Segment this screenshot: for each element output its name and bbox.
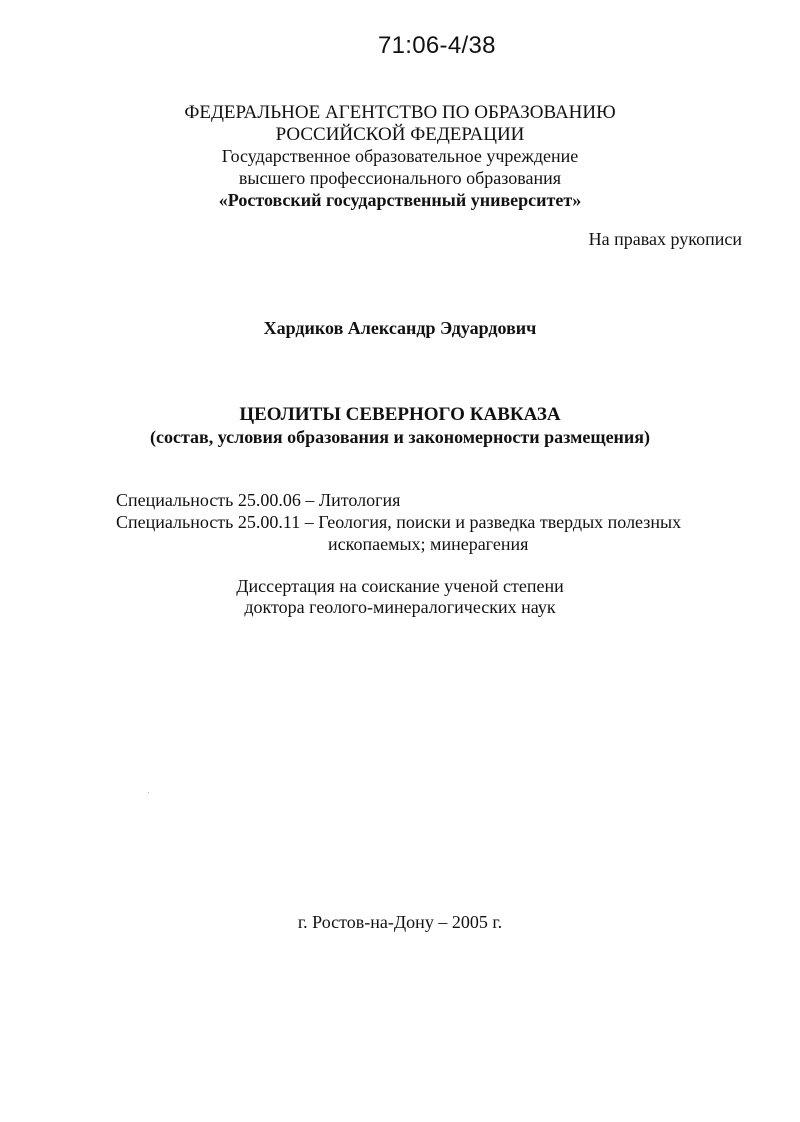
catalog-number: 71:06-4/38	[378, 32, 496, 59]
agency-name-line1: ФЕДЕРАЛЬНОЕ АГЕНТСТВО ПО ОБРАЗОВАНИЮ	[184, 102, 616, 123]
institution-type-line1: Государственное образовательное учреждение	[221, 146, 579, 166]
degree-line1: Диссертация на соискание ученой степени	[236, 576, 564, 596]
specialty-line1: Специальность 25.00.06 – Литология	[116, 490, 401, 510]
author-name: Хардиков Александр Эдуардович	[263, 318, 537, 338]
degree-line2: доктора геолого-минералогических наук	[244, 597, 556, 617]
dissertation-title: ЦЕОЛИТЫ СЕВЕРНОГО КАВКАЗА	[239, 404, 561, 425]
specialty-line3: ископаемых; минерагения	[328, 534, 529, 554]
rights-note: На правах рукописи	[588, 229, 742, 249]
specialty-line2: Специальность 25.00.11 – Геология, поиски и разведка твердых полезных	[116, 512, 682, 532]
dissertation-subtitle: (состав, условия образования и закономерности размещения)	[149, 427, 651, 447]
agency-name-line2: РОССИЙСКОЙ ФЕДЕРАЦИИ	[275, 124, 525, 145]
institution-type-line2: высшего профессионального образования	[238, 168, 562, 188]
city-year: г. Ростов-на-Дону – 2005 г.	[297, 912, 503, 932]
university-name: «Ростовский государственный университет»	[218, 190, 582, 210]
scan-speck	[148, 792, 149, 793]
